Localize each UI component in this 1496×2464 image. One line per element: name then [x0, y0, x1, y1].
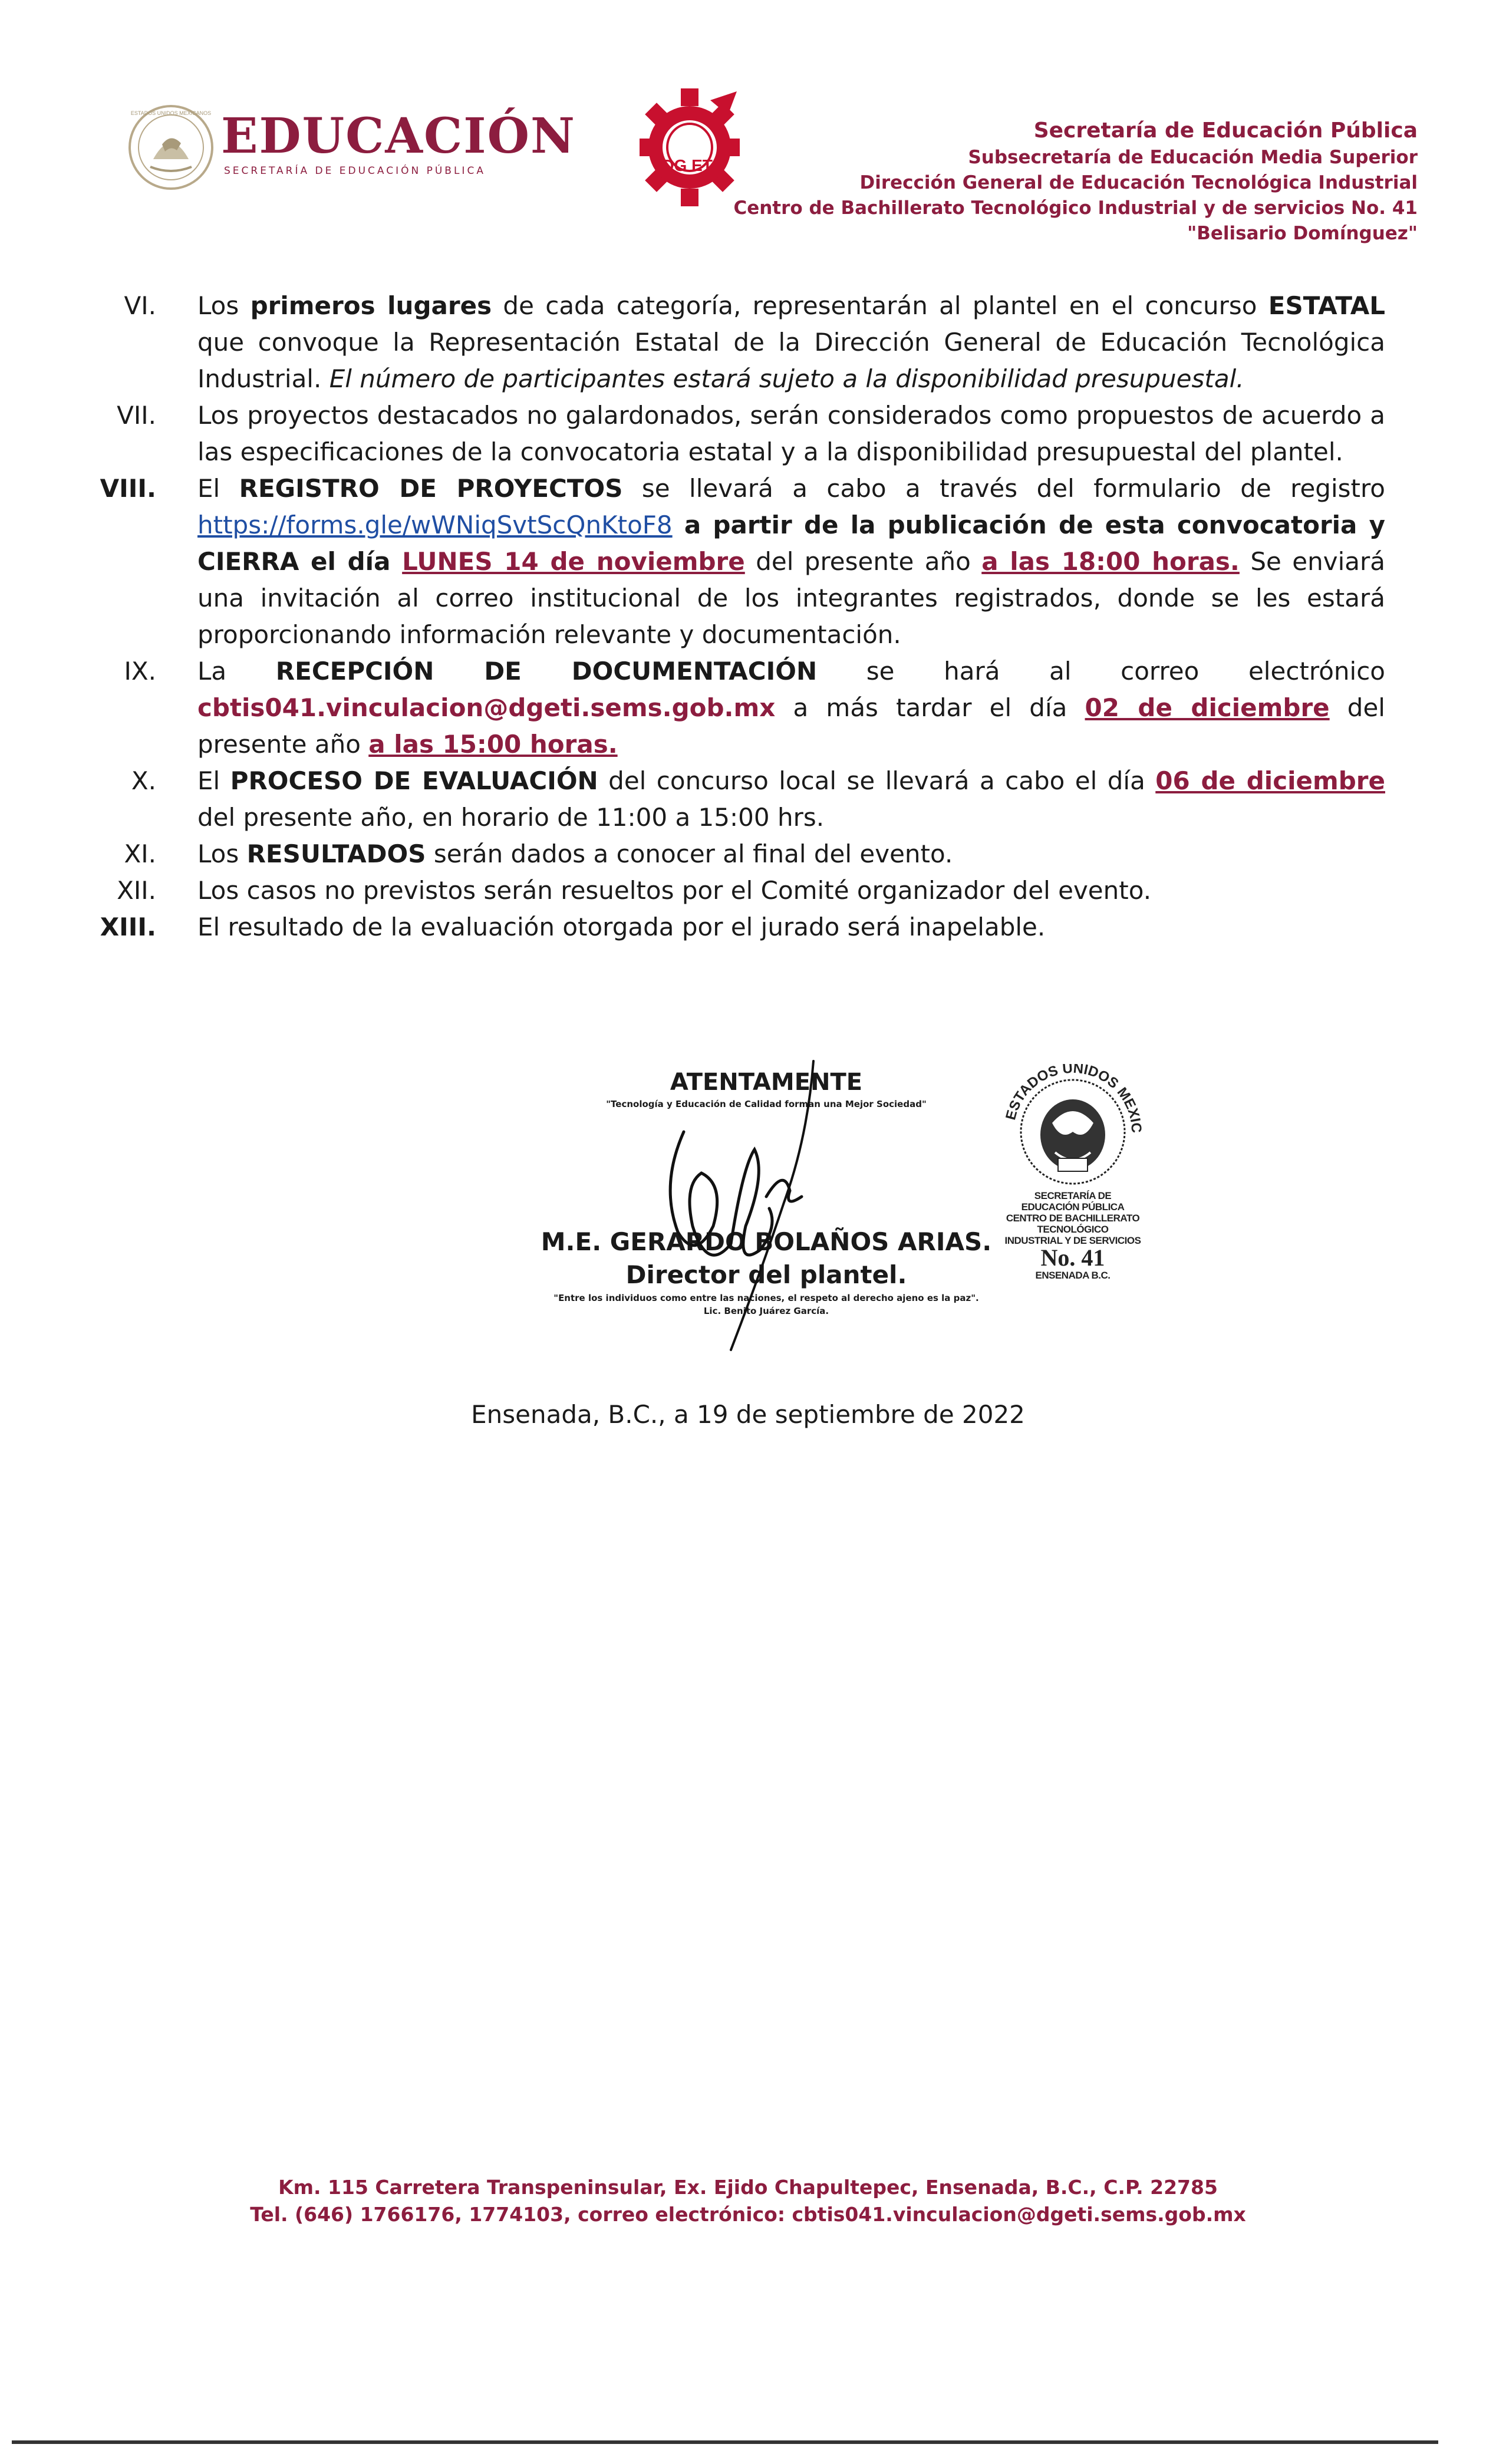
item-text: Los casos no previstos serán resueltos por el Comité organizador del evento. — [197, 876, 1152, 905]
header-line-sems: Subsecretaría de Educación Media Superior — [968, 147, 1418, 168]
footer-address: Km. 115 Carretera Transpeninsular, Ex. Ejido Chapultepec, Ensenada, B.C., C.P. 22785 — [278, 2176, 1218, 2199]
director-title: Director del plantel. — [625, 1260, 907, 1289]
item-text: se llevará a cabo a través del formulario de registro — [622, 474, 1386, 503]
list-item-vi — [88, 288, 1385, 397]
item-text: Los — [197, 839, 247, 868]
institution-header — [733, 117, 1418, 246]
page-footer — [0, 2174, 1496, 2228]
stamp-city: ENSENADA B.C. — [1035, 1270, 1111, 1281]
institution-motto: "Tecnología y Educación de Calidad forman una Mejor Sociedad" — [606, 1099, 927, 1109]
deadline-time: a las 15:00 horas. — [368, 730, 618, 759]
item-text: de cada categoría, representarán al plantel en el concurso — [492, 291, 1268, 320]
director-name: M.E. GERARDO BOLAÑOS ARIAS. — [541, 1227, 992, 1256]
item-text: se hará al correo electrónico — [817, 657, 1385, 686]
contact-email[interactable]: cbtis041.vinculacion@dgeti.sems.gob.mx — [197, 693, 776, 722]
stamp-number: No. 41 — [1040, 1244, 1105, 1271]
header-line-sep: Secretaría de Educación Pública — [1033, 118, 1418, 143]
official-stamp — [996, 1064, 1149, 1317]
item-text: que convoque la Representación Estatal de la Dirección General de Educación Tecnológica Industrial. — [197, 328, 1385, 393]
stamp-line: CENTRO DE BACHILLERATO — [1006, 1213, 1140, 1224]
dgeti-gear-logo-icon — [640, 88, 740, 206]
list-item-xii — [88, 872, 1385, 909]
registration-form-link[interactable]: https://forms.gle/wWNiqSvtScQnKtoF8 — [197, 510, 673, 539]
item-text: del concurso local se llevará a cabo el día — [598, 766, 1156, 795]
list-item-vii — [88, 397, 1385, 470]
educacion-subtitle: SECRETARÍA DE EDUCACIÓN PÚBLICA — [224, 165, 486, 177]
item-number: X. — [131, 766, 156, 795]
evaluation-date: 06 de diciembre — [1155, 766, 1385, 795]
dgeti-logo-text: DG ETI — [662, 156, 717, 174]
item-text: del presente año — [197, 693, 1385, 759]
item-text: Los — [197, 291, 251, 320]
stamp-line: EDUCACIÓN PÚBLICA — [1021, 1201, 1125, 1213]
item-bold-text: PROCESO DE EVALUACIÓN — [230, 766, 598, 795]
stamp-line: TECNOLÓGICO — [1037, 1224, 1109, 1235]
item-bold-text: REGISTRO DE PROYECTOS — [239, 474, 623, 503]
item-number: VIII. — [100, 474, 156, 503]
handwritten-signature-icon — [642, 1049, 855, 1356]
stamp-ring-text: ESTADOS UNIDOS MEXIC — [1003, 1064, 1145, 1134]
item-text: Se enviará una invitación al correo institucional de los integrantes registrados, donde se les estará proporcionando información relevante y documentación. — [197, 547, 1385, 649]
educacion-wordmark: EDUCACIÓN — [221, 108, 576, 164]
item-bold-text: RESULTADOS — [246, 839, 426, 868]
item-bold-text: ESTATAL — [1268, 291, 1386, 320]
item-number: XI. — [124, 839, 156, 868]
item-number: XIII. — [100, 913, 156, 941]
list-item-viii — [88, 470, 1385, 653]
item-number: XII. — [117, 876, 156, 905]
header-line-cbtis: Centro de Bachillerato Tecnológico Industrial y de servicios No. 41 — [733, 197, 1418, 219]
header-line-belisario: "Belisario Domínguez" — [1187, 223, 1418, 244]
closing-text: ATENTAMENTE — [670, 1069, 863, 1096]
header-line-dgeti: Dirección General de Educación Tecnológica Industrial — [859, 172, 1418, 193]
item-text: del presente año, en horario de 11:00 a 15:00 hrs. — [197, 803, 825, 832]
bottom-divider — [12, 2440, 1438, 2444]
deadline-time: a las 18:00 horas. — [981, 547, 1240, 576]
item-bold-text: a partir de la publicación de esta convocatoria y CIERRA el día — [197, 510, 1385, 576]
deadline-date: 02 de diciembre — [1085, 693, 1330, 722]
list-item-ix — [88, 653, 1385, 763]
stamp-line: SECRETARÍA DE — [1034, 1190, 1112, 1201]
mexico-seal-icon — [127, 103, 215, 192]
footer-contact: Tel. (646) 1766176, 1774103, correo electrónico: cbtis041.vinculacion@dgeti.sems.gob.mx — [250, 2203, 1246, 2226]
list-item-xi — [88, 836, 1385, 872]
item-text: El resultado de la evaluación otorgada por el jurado será inapelable. — [197, 913, 1046, 941]
list-item-x — [88, 763, 1385, 836]
educacion-logo — [127, 103, 576, 192]
place-and-date: Ensenada, B.C., a 19 de septiembre de 2022 — [471, 1400, 1025, 1429]
item-text: La — [197, 657, 276, 686]
item-bold-text: RECEPCIÓN DE DOCUMENTACIÓN — [275, 657, 818, 686]
list-item-xiii — [88, 909, 1385, 946]
item-italic-text: El número de participantes estará sujeto a la disponibilidad presupuestal. — [329, 364, 1244, 393]
deadline-date: LUNES 14 de noviembre — [402, 547, 745, 576]
rules-list — [88, 288, 1385, 946]
item-text: Los proyectos destacados no galardonados, serán considerados como propuestos de acuerdo a las especificaciones de la convocatoria estatal y a la disponibilidad presupuestal del plantel. — [197, 401, 1385, 466]
svg-text:ESTADOS UNIDOS MEXICANOS: ESTADOS UNIDOS MEXICANOS — [130, 110, 212, 116]
item-text: del presente año — [744, 547, 982, 576]
item-number: VI. — [124, 291, 156, 320]
item-bold-text: primeros lugares — [250, 291, 492, 320]
item-text: El — [197, 766, 230, 795]
item-text: serán dados a conocer al final del evento. — [426, 839, 953, 868]
stamp-line: INDUSTRIAL Y DE SERVICIOS — [1004, 1235, 1141, 1246]
mexican-coat-of-arms-icon — [996, 1064, 1149, 1188]
juarez-quote: "Entre los individuos como entre las naciones, el respeto al derecho ajeno es la paz". — [553, 1293, 979, 1303]
item-number: VII. — [117, 401, 156, 430]
item-text: a más tardar el día — [775, 693, 1085, 722]
juarez-quote-author: Lic. Benito Juárez García. — [703, 1306, 829, 1316]
item-number: IX. — [124, 657, 156, 686]
item-text: El — [197, 474, 239, 503]
